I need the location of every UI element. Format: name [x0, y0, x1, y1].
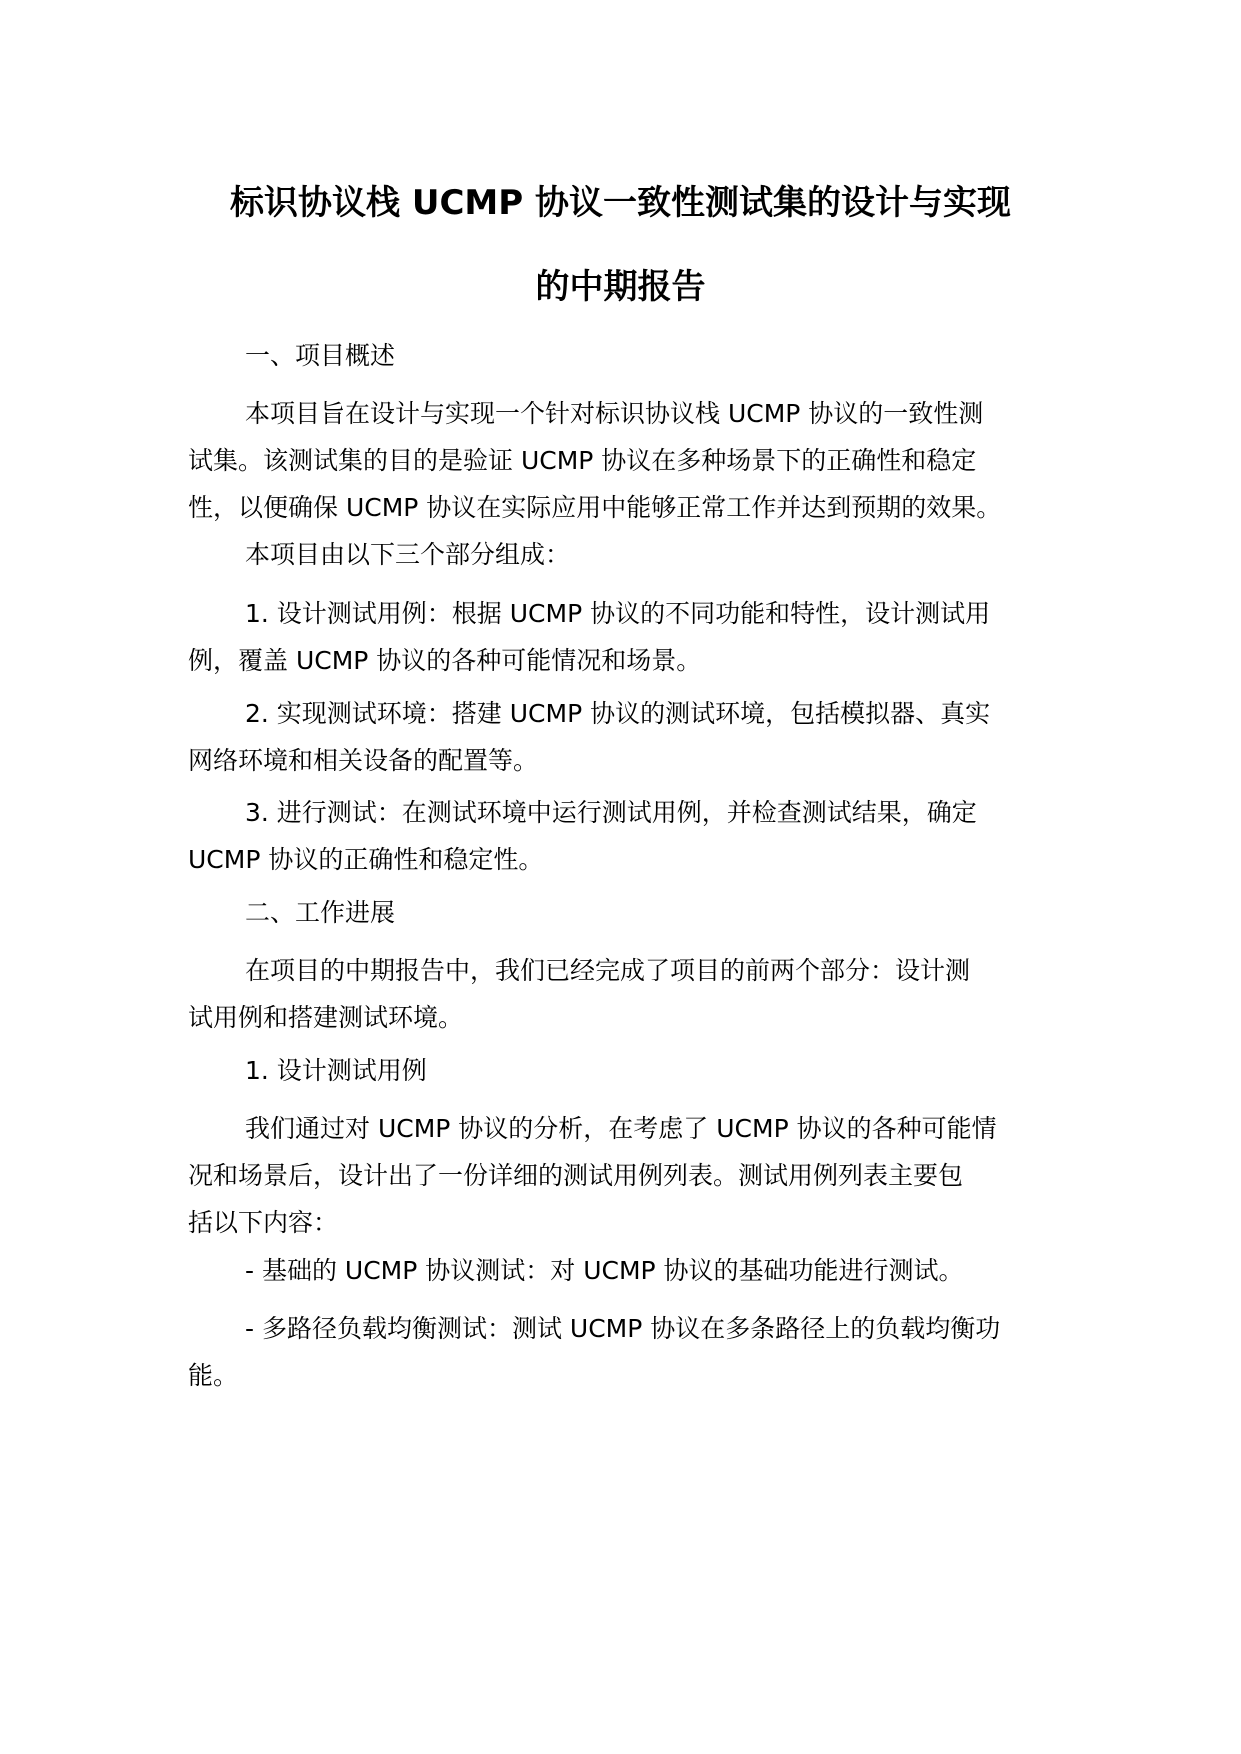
text-line: 二、工作进展: [245, 898, 396, 927]
text-line: 本项目由以下三个部分组成：: [245, 540, 571, 569]
paragraph-progress: [188, 947, 1068, 1041]
text-line: 一、项目概述: [245, 341, 396, 370]
list-item-2: [188, 690, 1068, 784]
text-line: 3. 进行测试：在测试环境中运行测试用例，并检查测试结果，确定: [245, 798, 977, 827]
text-line: 况和场景后，设计出了一份详细的测试用例列表。测试用例列表主要包: [188, 1161, 964, 1190]
text-line: 在项目的中期报告中，我们已经完成了项目的前两个部分：设计测: [245, 956, 971, 985]
list-item-1: [188, 590, 1068, 684]
text-line: 本项目旨在设计与实现一个针对标识协议栈 UCMP 协议的一致性测: [245, 399, 984, 428]
subsection-1-heading: [188, 1047, 1068, 1094]
text-line: 例，覆盖 UCMP 协议的各种可能情况和场景。: [188, 646, 702, 675]
text-line: 2. 实现测试环境：搭建 UCMP 协议的测试环境，包括模拟器、真实: [245, 699, 991, 728]
bullet-basic: [188, 1247, 1068, 1294]
text-line: 1. 设计测试用例: [245, 1056, 427, 1085]
text-line: 1. 设计测试用例：根据 UCMP 协议的不同功能和特性，设计测试用: [245, 599, 991, 628]
document-title-line-1: 标识协议栈 UCMP 协议一致性测试集的设计与实现: [230, 183, 1011, 223]
text-line: - 多路径负载均衡测试：测试 UCMP 协议在多条路径上的负载均衡功: [245, 1314, 1001, 1343]
text-line: - 基础的 UCMP 协议测试：对 UCMP 协议的基础功能进行测试。: [245, 1256, 964, 1285]
text-line: 试集。该测试集的目的是验证 UCMP 协议在多种场景下的正确性和稳定: [188, 446, 977, 475]
text-line: 我们通过对 UCMP 协议的分析，在考虑了 UCMP 协议的各种可能情: [245, 1114, 997, 1143]
text-line: 网络环境和相关设备的配置等。: [188, 746, 539, 775]
paragraph-design: [188, 1105, 1068, 1246]
section-1-heading: [188, 332, 1068, 379]
text-line: 括以下内容：: [188, 1208, 339, 1237]
text-line: 试用例和搭建测试环境。: [188, 1003, 464, 1032]
document-title-line-2: 的中期报告: [535, 267, 706, 307]
text-line: 能。: [188, 1361, 239, 1390]
list-item-3: [188, 789, 1068, 883]
bullet-multipath: [188, 1305, 1068, 1399]
section-2-heading: [188, 889, 1068, 936]
paragraph-parts: [188, 531, 1068, 578]
text-line: UCMP 协议的正确性和稳定性。: [188, 845, 544, 874]
text-line: 性，以便确保 UCMP 协议在实际应用中能够正常工作并达到预期的效果。: [188, 493, 1002, 522]
paragraph-intro: [188, 390, 1068, 531]
